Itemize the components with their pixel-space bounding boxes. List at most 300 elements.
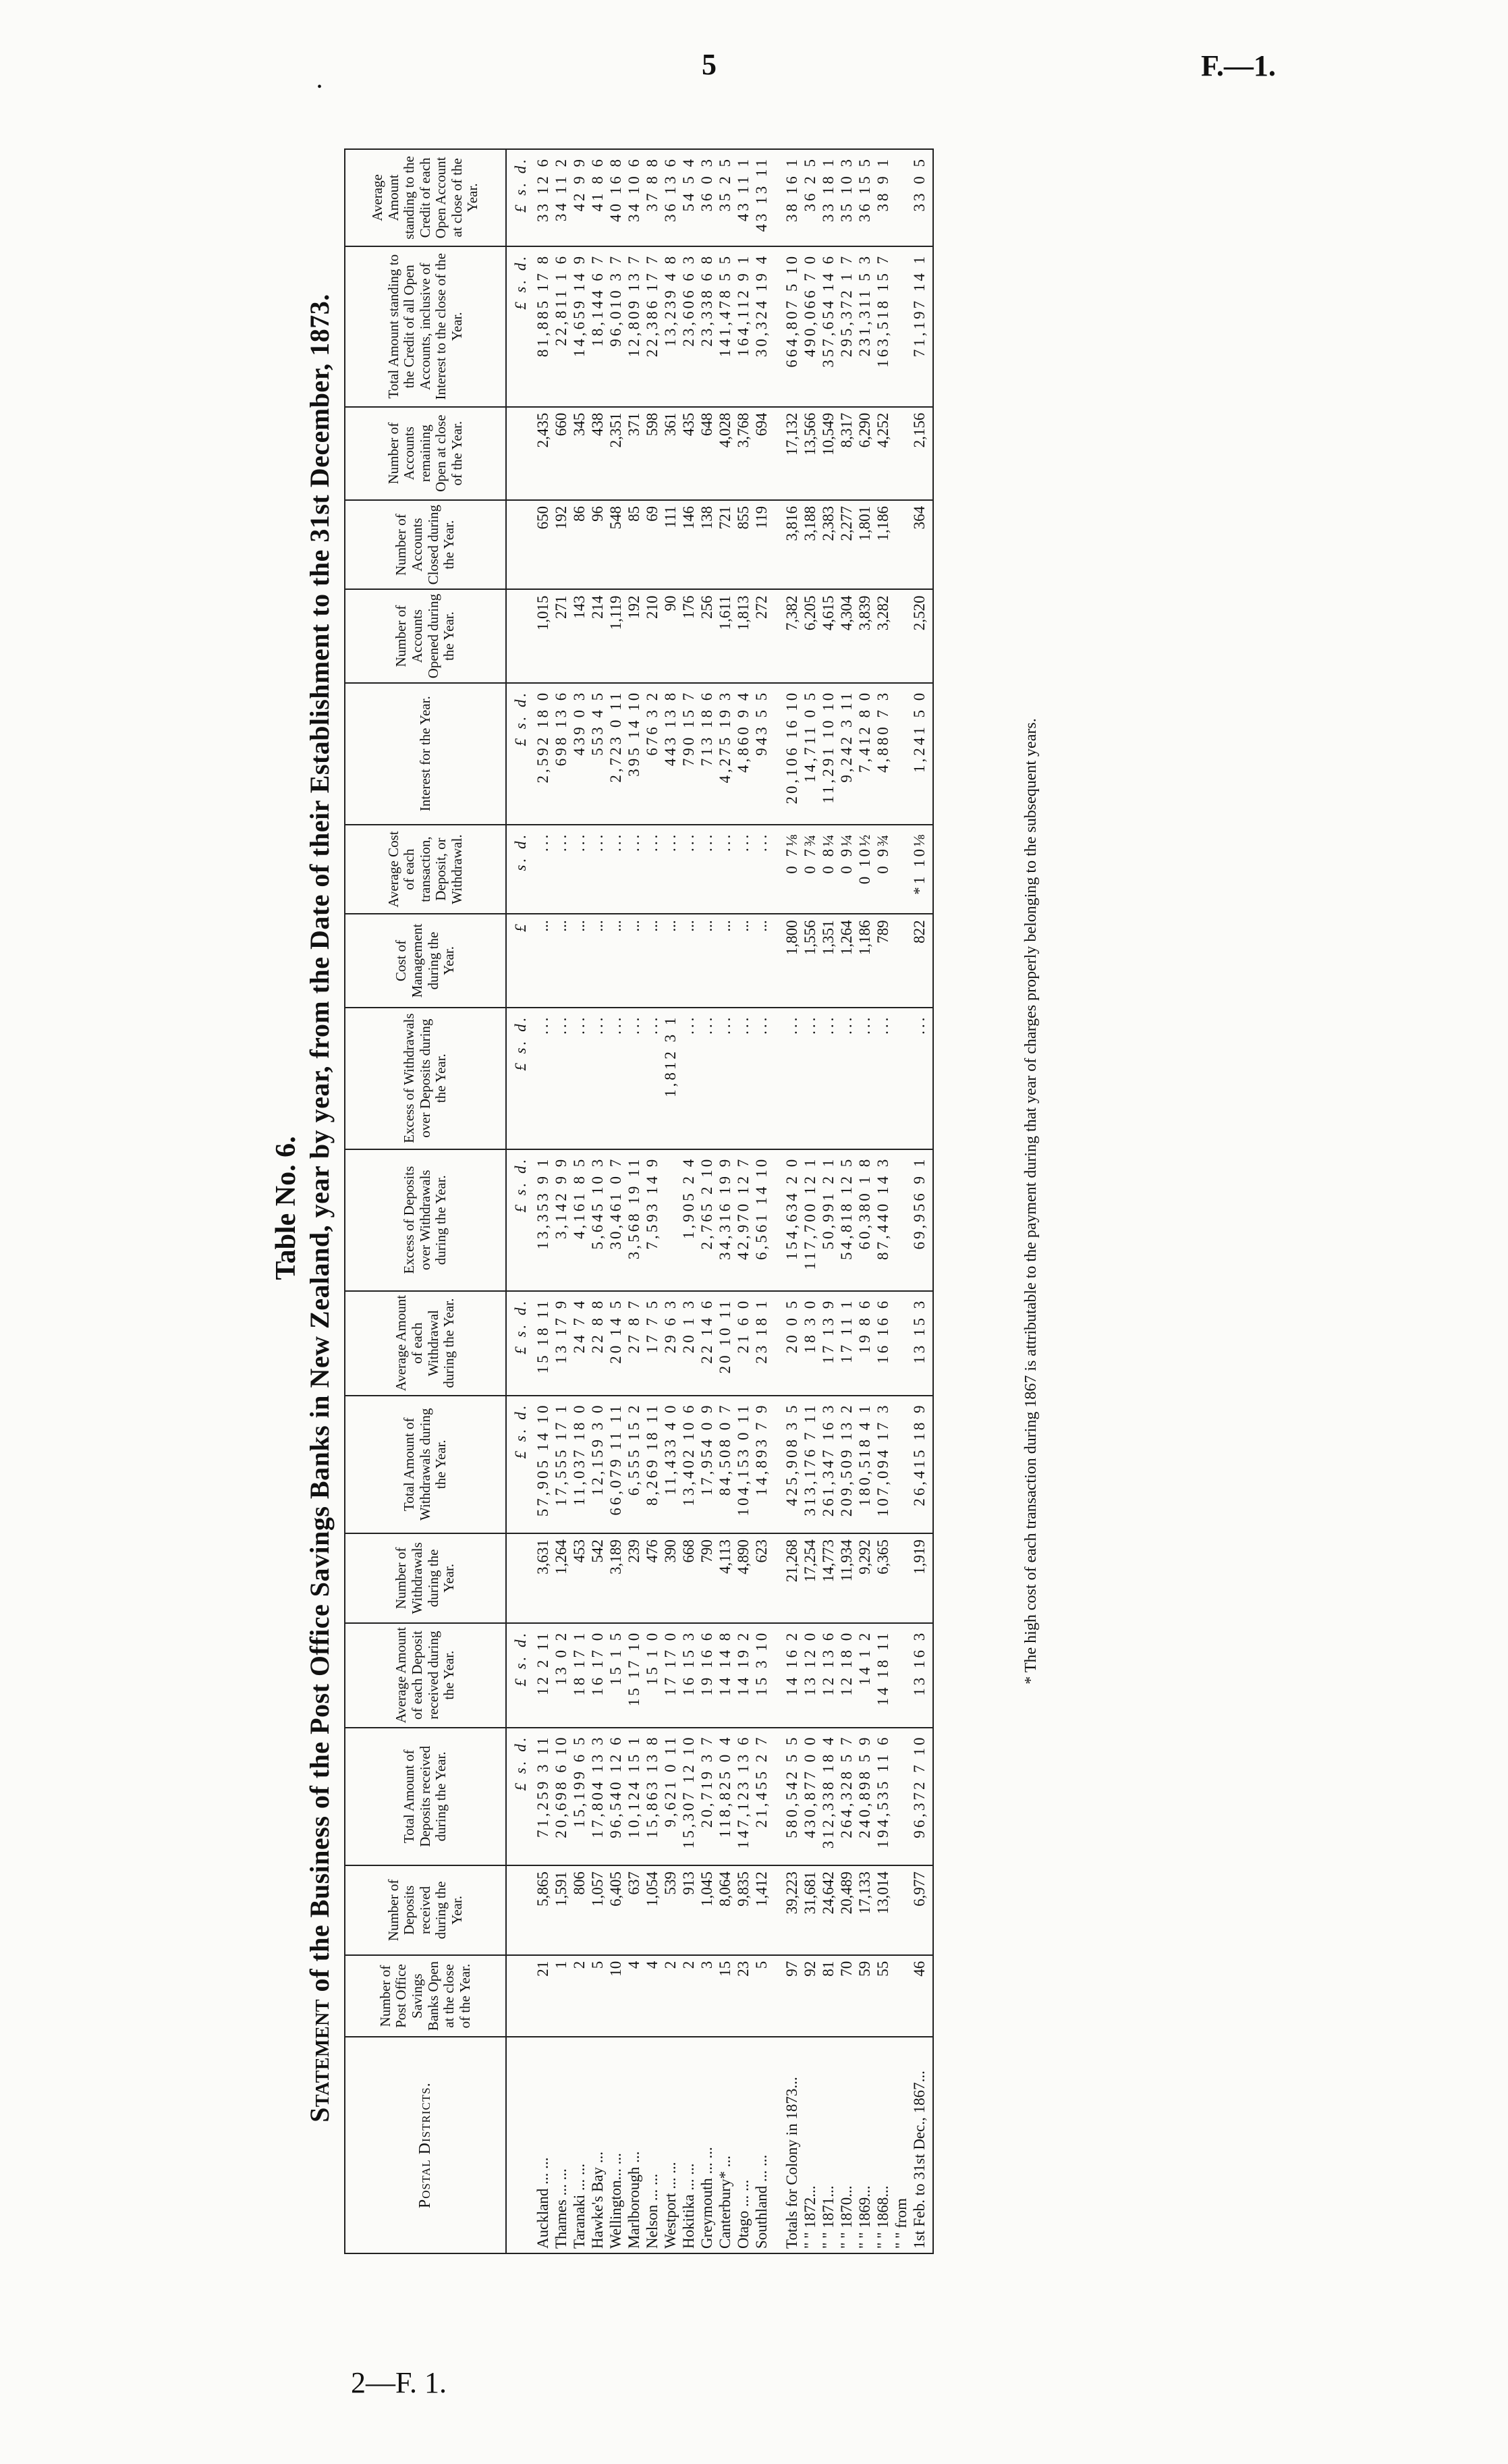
cell-dep-avg: 14 18 11 — [874, 1623, 892, 1728]
from-label: " " from — [892, 2037, 910, 2253]
row-label: Westport ... ... — [661, 2037, 679, 2253]
row-label: Canterbury* ... — [716, 2037, 734, 2253]
cell-remaining: 438 — [588, 407, 607, 500]
cell-credit-avg: 41 8 6 — [588, 149, 607, 246]
row-label: Marlborough ... — [625, 2037, 643, 2253]
column-header: Average Amount of each Withdrawal during the Year. — [345, 1291, 506, 1396]
cell-remaining: 660 — [552, 407, 570, 500]
cell-credit-avg: 33 0 5 — [910, 149, 933, 246]
cell-withdrawals: 390 — [661, 1533, 679, 1623]
cell-interest: 4,860 9 4 — [734, 683, 752, 825]
cell-interest: 14,711 0 5 — [801, 683, 819, 825]
cell-excess-dep: 34,316 19 9 — [716, 1149, 734, 1291]
cell-deposits: 806 — [570, 1865, 588, 1955]
column-header: Number of Post Office Savings Banks Open at the close of the Year. — [345, 1955, 506, 2037]
cell-credit-avg: 42 9 9 — [570, 149, 588, 246]
cell-deposits: 17,133 — [856, 1865, 874, 1955]
cell-dep-total: 312,338 18 4 — [819, 1728, 837, 1866]
cell-deposits: 1,057 — [588, 1865, 607, 1955]
cell-wd-avg: 22 8 8 — [588, 1291, 607, 1396]
cell-avg-cost: ... — [752, 825, 771, 914]
cell-deposits: 6,405 — [607, 1865, 625, 1955]
cell-avg-cost: ... — [625, 825, 643, 914]
cell-deposits: 6,977 — [910, 1865, 933, 1955]
row-label: " " 1869... — [856, 2037, 874, 2253]
unit-cell: £ s. d. — [506, 149, 534, 246]
cell-credit-avg: 34 10 6 — [625, 149, 643, 246]
cell-dep-avg: 12 18 0 — [837, 1623, 856, 1728]
column-header: Average Amount of each Deposit received during the Year. — [345, 1623, 506, 1728]
cell-closed: 3,816 — [783, 500, 801, 590]
cell-interest: 9,242 3 11 — [837, 683, 856, 825]
cell-credit-total: 18,144 6 7 — [588, 246, 607, 407]
document-code: F.—1. — [1201, 49, 1276, 82]
cell-cost: 1,186 — [856, 914, 874, 1007]
cell-excess-dep: 3,568 19 11 — [625, 1149, 643, 1291]
cell-closed: 855 — [734, 500, 752, 590]
cell-wd-total: 313,176 7 11 — [801, 1396, 819, 1534]
unit-cell — [506, 500, 534, 590]
cell-avg-cost: ... — [570, 825, 588, 914]
cell-deposits: 1,045 — [698, 1865, 716, 1955]
district-row — [734, 149, 752, 2253]
cell-banks: 1 — [552, 1955, 570, 2037]
totals-row-1867 — [910, 149, 933, 2253]
cell-excess-dep: 69,956 9 1 — [910, 1149, 933, 1291]
cell-cost: ... — [552, 914, 570, 1007]
cell-excess-wd: ... — [698, 1008, 716, 1149]
cell-opened: 1,813 — [734, 589, 752, 682]
cell-wd-total: 26,415 18 9 — [910, 1396, 933, 1534]
cell-cost: ... — [679, 914, 698, 1007]
cell-opened: 210 — [643, 589, 661, 682]
from-label-row — [892, 149, 910, 2253]
cell-banks: 21 — [534, 1955, 552, 2037]
unit-cell: s. d. — [506, 825, 534, 914]
unit-cell: £ s. d. — [506, 1623, 534, 1728]
cell-wd-total: 107,094 17 3 — [874, 1396, 892, 1534]
cell-closed: 192 — [552, 500, 570, 590]
cell-excess-dep: 42,970 12 7 — [734, 1149, 752, 1291]
cell-interest: 713 18 6 — [698, 683, 716, 825]
cell-interest: 2,592 18 0 — [534, 683, 552, 825]
cell-avg-cost: ... — [698, 825, 716, 914]
district-row — [679, 149, 698, 2253]
cell-excess-wd: ... — [716, 1008, 734, 1149]
cell-wd-total: 17,555 17 1 — [552, 1396, 570, 1534]
cell-credit-total: 14,659 14 9 — [570, 246, 588, 407]
cell-credit-avg: 33 18 1 — [819, 149, 837, 246]
cell-excess-wd: ... — [801, 1008, 819, 1149]
cell-dep-avg: 12 2 11 — [534, 1623, 552, 1728]
row-label: Totals for Colony in 1873... — [783, 2037, 801, 2253]
cell-excess-wd: ... — [819, 1008, 837, 1149]
cell-credit-total: 664,807 5 10 — [783, 246, 801, 407]
cell-interest: 943 5 5 — [752, 683, 771, 825]
cell-remaining: 17,132 — [783, 407, 801, 500]
cell-cost: ... — [734, 914, 752, 1007]
cell-cost: ... — [607, 914, 625, 1007]
cell-remaining: 10,549 — [819, 407, 837, 500]
cell-opened: 176 — [679, 589, 698, 682]
cell-deposits: 913 — [679, 1865, 698, 1955]
cell-credit-total: 141,478 5 5 — [716, 246, 734, 407]
cell-remaining: 371 — [625, 407, 643, 500]
cell-wd-total: 11,037 18 0 — [570, 1396, 588, 1534]
cell-excess-wd: ... — [783, 1008, 801, 1149]
column-header: Average Amount standing to the Credit of each Open Account at close of the Year. — [345, 149, 506, 246]
cell-cost: ... — [661, 914, 679, 1007]
cell-closed: 650 — [534, 500, 552, 590]
cell-credit-avg: 36 2 5 — [801, 149, 819, 246]
cell-credit-total: 357,654 14 6 — [819, 246, 837, 407]
unit-cell — [506, 2037, 534, 2253]
cell-avg-cost: 0 9¼ — [837, 825, 856, 914]
row-label: Greymouth ... ... — [698, 2037, 716, 2253]
cell-dep-total: 17,804 13 3 — [588, 1728, 607, 1866]
cell-excess-dep: 1,905 2 4 — [679, 1149, 698, 1291]
cell-interest: 790 15 7 — [679, 683, 698, 825]
cell-interest: 676 3 2 — [643, 683, 661, 825]
footer-code: 2—F. 1. — [351, 2366, 447, 2399]
cell-wd-avg: 21 6 0 — [734, 1291, 752, 1396]
cell-credit-avg: 38 9 1 — [874, 149, 892, 246]
column-header: Average Cost of each transaction, Deposit, or Withdrawal. — [345, 825, 506, 914]
table-body — [506, 149, 933, 2253]
cell-banks: 5 — [588, 1955, 607, 2037]
totals-row — [819, 149, 837, 2253]
cell-deposits: 5,865 — [534, 1865, 552, 1955]
cell-dep-total: 96,372 7 10 — [910, 1728, 933, 1866]
unit-cell: £ — [506, 914, 534, 1007]
cell-excess-wd: ... — [534, 1008, 552, 1149]
cell-dep-avg: 14 14 8 — [716, 1623, 734, 1728]
cell-excess-dep: 87,440 14 3 — [874, 1149, 892, 1291]
cell-withdrawals: 476 — [643, 1533, 661, 1623]
cell-avg-cost: ... — [588, 825, 607, 914]
row-label: Hokitika ... ... — [679, 2037, 698, 2253]
column-header: Number of Deposits received during the Year. — [345, 1865, 506, 1955]
cell-dep-total: 15,199 6 5 — [570, 1728, 588, 1866]
cell-credit-total: 490,066 7 0 — [801, 246, 819, 407]
cell-dep-total: 10,124 15 1 — [625, 1728, 643, 1866]
cell-banks: 5 — [752, 1955, 771, 2037]
cell-excess-dep: 50,991 2 1 — [819, 1149, 837, 1291]
cell-wd-total: 209,509 13 2 — [837, 1396, 856, 1534]
column-header: Excess of Withdrawals over Deposits during the Year. — [345, 1008, 506, 1149]
cell-withdrawals: 790 — [698, 1533, 716, 1623]
cell-wd-avg: 23 18 1 — [752, 1291, 771, 1396]
column-header: Number of Withdrawals during the Year. — [345, 1533, 506, 1623]
cell-credit-avg: 35 10 3 — [837, 149, 856, 246]
cell-dep-avg: 13 0 2 — [552, 1623, 570, 1728]
cell-withdrawals: 4,113 — [716, 1533, 734, 1623]
cell-closed: 2,383 — [819, 500, 837, 590]
cell-withdrawals: 4,890 — [734, 1533, 752, 1623]
column-header: Interest for the Year. — [345, 683, 506, 825]
cell-remaining: 2,156 — [910, 407, 933, 500]
cell-withdrawals: 21,268 — [783, 1533, 801, 1623]
cell-excess-dep: 13,353 9 1 — [534, 1149, 552, 1291]
cell-wd-total: 104,153 0 11 — [734, 1396, 752, 1534]
cell-wd-total: 17,954 0 9 — [698, 1396, 716, 1534]
cell-interest: 439 0 3 — [570, 683, 588, 825]
cell-avg-cost: ... — [534, 825, 552, 914]
cell-excess-wd: ... — [874, 1008, 892, 1149]
cell-dep-avg: 15 17 10 — [625, 1623, 643, 1728]
cell-remaining: 694 — [752, 407, 771, 500]
cell-dep-total: 15,863 13 8 — [643, 1728, 661, 1866]
cell-banks: 23 — [734, 1955, 752, 2037]
cell-excess-wd: ... — [625, 1008, 643, 1149]
cell-credit-total: 71,197 14 1 — [910, 246, 933, 407]
cell-remaining: 2,351 — [607, 407, 625, 500]
cell-avg-cost: 0 9¾ — [874, 825, 892, 914]
column-header: Number of Accounts remaining Open at close of the Year. — [345, 407, 506, 500]
cell-dep-avg: 13 12 0 — [801, 1623, 819, 1728]
cell-wd-avg: 20 14 5 — [607, 1291, 625, 1396]
cell-withdrawals: 542 — [588, 1533, 607, 1623]
cell-remaining: 345 — [570, 407, 588, 500]
cell-opened: 6,205 — [801, 589, 819, 682]
cell-dep-avg: 15 3 10 — [752, 1623, 771, 1728]
cell-interest: 1,241 5 0 — [910, 683, 933, 825]
cell-closed: 86 — [570, 500, 588, 590]
cell-credit-total: 23,606 6 3 — [679, 246, 698, 407]
district-row — [716, 149, 734, 2253]
cell-withdrawals: 453 — [570, 1533, 588, 1623]
cell-excess-wd: ... — [837, 1008, 856, 1149]
cell-wd-avg: 22 14 6 — [698, 1291, 716, 1396]
column-header: Number of Accounts Closed during the Year. — [345, 500, 506, 590]
cell-wd-avg: 29 6 3 — [661, 1291, 679, 1396]
cell-deposits: 39,223 — [783, 1865, 801, 1955]
cell-cost: 1,351 — [819, 914, 837, 1007]
cell-opened: 272 — [752, 589, 771, 682]
cell-withdrawals: 6,365 — [874, 1533, 892, 1623]
cell-dep-avg: 14 1 2 — [856, 1623, 874, 1728]
row-label: Taranaki ... ... — [570, 2037, 588, 2253]
cell-credit-total: 22,386 17 7 — [643, 246, 661, 407]
cell-deposits: 24,642 — [819, 1865, 837, 1955]
cell-dep-total: 21,455 2 7 — [752, 1728, 771, 1866]
cell-excess-wd: ... — [856, 1008, 874, 1149]
cell-withdrawals: 14,773 — [819, 1533, 837, 1623]
cell-closed: 111 — [661, 500, 679, 590]
cell-deposits: 637 — [625, 1865, 643, 1955]
cell-dep-avg: 19 16 6 — [698, 1623, 716, 1728]
cell-remaining: 13,566 — [801, 407, 819, 500]
cell-deposits: 13,014 — [874, 1865, 892, 1955]
cell-cost: 1,264 — [837, 914, 856, 1007]
cell-wd-total: 84,508 0 7 — [716, 1396, 734, 1534]
district-row — [552, 149, 570, 2253]
cell-dep-avg: 16 15 3 — [679, 1623, 698, 1728]
unit-cell: £ s. d. — [506, 1008, 534, 1149]
cell-wd-avg: 27 8 7 — [625, 1291, 643, 1396]
totals-row — [837, 149, 856, 2253]
cell-excess-dep: 60,380 1 8 — [856, 1149, 874, 1291]
column-header: Cost of Management during the Year. — [345, 914, 506, 1007]
cell-excess-dep: 6,561 14 10 — [752, 1149, 771, 1291]
cell-opened: 1,015 — [534, 589, 552, 682]
cell-excess-wd: 1,812 3 1 — [661, 1008, 679, 1149]
cell-closed: 85 — [625, 500, 643, 590]
cell-credit-total: 23,338 6 8 — [698, 246, 716, 407]
cell-remaining: 2,435 — [534, 407, 552, 500]
district-row — [607, 149, 625, 2253]
cell-cost: ... — [625, 914, 643, 1007]
district-row — [570, 149, 588, 2253]
district-row — [752, 149, 771, 2253]
cell-wd-total: 57,905 14 10 — [534, 1396, 552, 1534]
cell-excess-dep: 117,700 12 1 — [801, 1149, 819, 1291]
cell-excess-dep: 4,161 8 5 — [570, 1149, 588, 1291]
cell-opened: 256 — [698, 589, 716, 682]
cell-banks: 70 — [837, 1955, 856, 2037]
cell-wd-total: 12,159 3 0 — [588, 1396, 607, 1534]
cell-wd-avg: 17 13 9 — [819, 1291, 837, 1396]
header-postal-districts: Postal Districts. — [345, 2037, 506, 2253]
cell-opened: 2,520 — [910, 589, 933, 682]
cell-closed: 721 — [716, 500, 734, 590]
subtitle-lead: Statement — [304, 1998, 335, 2123]
cell-dep-avg: 16 17 0 — [588, 1623, 607, 1728]
cell-banks: 3 — [698, 1955, 716, 2037]
district-row — [698, 149, 716, 2253]
cell-banks: 81 — [819, 1955, 837, 2037]
unit-cell: £ s. d. — [506, 683, 534, 825]
district-row — [625, 149, 643, 2253]
cell-credit-total: 81,885 17 8 — [534, 246, 552, 407]
cell-deposits: 1,412 — [752, 1865, 771, 1955]
cell-banks: 97 — [783, 1955, 801, 2037]
cell-withdrawals: 1,919 — [910, 1533, 933, 1623]
cell-remaining: 8,317 — [837, 407, 856, 500]
cell-opened: 271 — [552, 589, 570, 682]
cell-dep-avg: 18 17 1 — [570, 1623, 588, 1728]
cell-credit-avg: 40 16 8 — [607, 149, 625, 246]
cell-withdrawals: 623 — [752, 1533, 771, 1623]
cell-wd-total: 425,908 3 5 — [783, 1396, 801, 1534]
cell-excess-wd: ... — [643, 1008, 661, 1149]
cell-wd-avg: 16 16 6 — [874, 1291, 892, 1396]
cell-cost: 1,800 — [783, 914, 801, 1007]
column-header: Total Amount standing to the Credit of all Open Accounts, inclusive of Interest to the close of the Year. — [345, 246, 506, 407]
cell-excess-wd: ... — [910, 1008, 933, 1149]
cell-dep-total: 147,123 13 6 — [734, 1728, 752, 1866]
cell-banks: 4 — [643, 1955, 661, 2037]
cell-banks: 92 — [801, 1955, 819, 2037]
row-label: Otago ... ... — [734, 2037, 752, 2253]
totals-row — [856, 149, 874, 2253]
cell-banks: 4 — [625, 1955, 643, 2037]
row-label: Wellington... ... — [607, 2037, 625, 2253]
cell-banks: 46 — [910, 1955, 933, 2037]
cell-remaining: 4,028 — [716, 407, 734, 500]
column-header: Number of Accounts Opened during the Year. — [345, 589, 506, 682]
cell-banks: 55 — [874, 1955, 892, 2037]
cell-interest: 11,291 10 10 — [819, 683, 837, 825]
cell-interest: 4,275 19 3 — [716, 683, 734, 825]
units-row — [506, 149, 534, 2253]
cell-interest: 7,412 8 0 — [856, 683, 874, 825]
cell-wd-avg: 15 18 11 — [534, 1291, 552, 1396]
cell-cost: ... — [588, 914, 607, 1007]
cell-closed: 1,186 — [874, 500, 892, 590]
unit-cell — [506, 1865, 534, 1955]
cell-dep-total: 20,698 6 10 — [552, 1728, 570, 1866]
row-label: Auckland ... ... — [534, 2037, 552, 2253]
cell-excess-dep: 3,142 9 9 — [552, 1149, 570, 1291]
cell-opened: 4,304 — [837, 589, 856, 682]
cell-closed: 138 — [698, 500, 716, 590]
cell-avg-cost: ... — [734, 825, 752, 914]
cell-avg-cost: ... — [607, 825, 625, 914]
cell-credit-avg: 54 5 4 — [679, 149, 698, 246]
cell-cost: ... — [570, 914, 588, 1007]
cell-excess-dep: 7,593 14 9 — [643, 1149, 661, 1291]
cell-dep-avg: 15 1 0 — [643, 1623, 661, 1728]
cell-banks: 10 — [607, 1955, 625, 2037]
cell-avg-cost: 0 7¾ — [801, 825, 819, 914]
cell-cost: 789 — [874, 914, 892, 1007]
cell-wd-avg: 19 8 6 — [856, 1291, 874, 1396]
cell-credit-total: 163,518 15 7 — [874, 246, 892, 407]
cell-dep-total: 118,825 0 4 — [716, 1728, 734, 1866]
cell-wd-avg: 17 11 1 — [837, 1291, 856, 1396]
cell-deposits: 539 — [661, 1865, 679, 1955]
cell-deposits: 1,054 — [643, 1865, 661, 1955]
cell-closed: 3,188 — [801, 500, 819, 590]
cell-withdrawals: 3,631 — [534, 1533, 552, 1623]
cell-credit-avg: 37 8 8 — [643, 149, 661, 246]
cell-cost: 1,556 — [801, 914, 819, 1007]
cell-credit-total: 231,311 5 3 — [856, 246, 874, 407]
cell-dep-avg: 15 1 5 — [607, 1623, 625, 1728]
cell-deposits: 9,835 — [734, 1865, 752, 1955]
column-header: Total Amount of Deposits received during the Year. — [345, 1728, 506, 1866]
cell-withdrawals: 3,189 — [607, 1533, 625, 1623]
cell-remaining: 435 — [679, 407, 698, 500]
cell-banks: 59 — [856, 1955, 874, 2037]
spacer-row — [771, 149, 783, 2253]
cell-avg-cost: ... — [716, 825, 734, 914]
cell-interest: 553 4 5 — [588, 683, 607, 825]
unit-cell: £ s. d. — [506, 246, 534, 407]
cell-credit-total: 22,811 1 6 — [552, 246, 570, 407]
cell-credit-total: 164,112 9 1 — [734, 246, 752, 407]
cell-wd-avg: 20 1 3 — [679, 1291, 698, 1396]
cell-opened: 4,615 — [819, 589, 837, 682]
page-number: 5 — [702, 48, 717, 81]
row-label: Southland ... ... — [752, 2037, 771, 2253]
header-row — [345, 149, 506, 2253]
cell-dep-avg: 14 16 2 — [783, 1623, 801, 1728]
cell-banks: 15 — [716, 1955, 734, 2037]
cell-wd-total: 13,402 10 6 — [679, 1396, 698, 1534]
cell-withdrawals: 668 — [679, 1533, 698, 1623]
cell-dep-total: 430,877 0 0 — [801, 1728, 819, 1866]
cell-cost: ... — [716, 914, 734, 1007]
row-label: Hawke's Bay ... — [588, 2037, 607, 2253]
cell-excess-wd: ... — [588, 1008, 607, 1149]
cell-wd-total: 14,893 7 9 — [752, 1396, 771, 1534]
cell-cost: ... — [752, 914, 771, 1007]
cell-cost: ... — [534, 914, 552, 1007]
stray-mark: • — [317, 80, 323, 94]
row-label: " " 1872... — [801, 2037, 819, 2253]
